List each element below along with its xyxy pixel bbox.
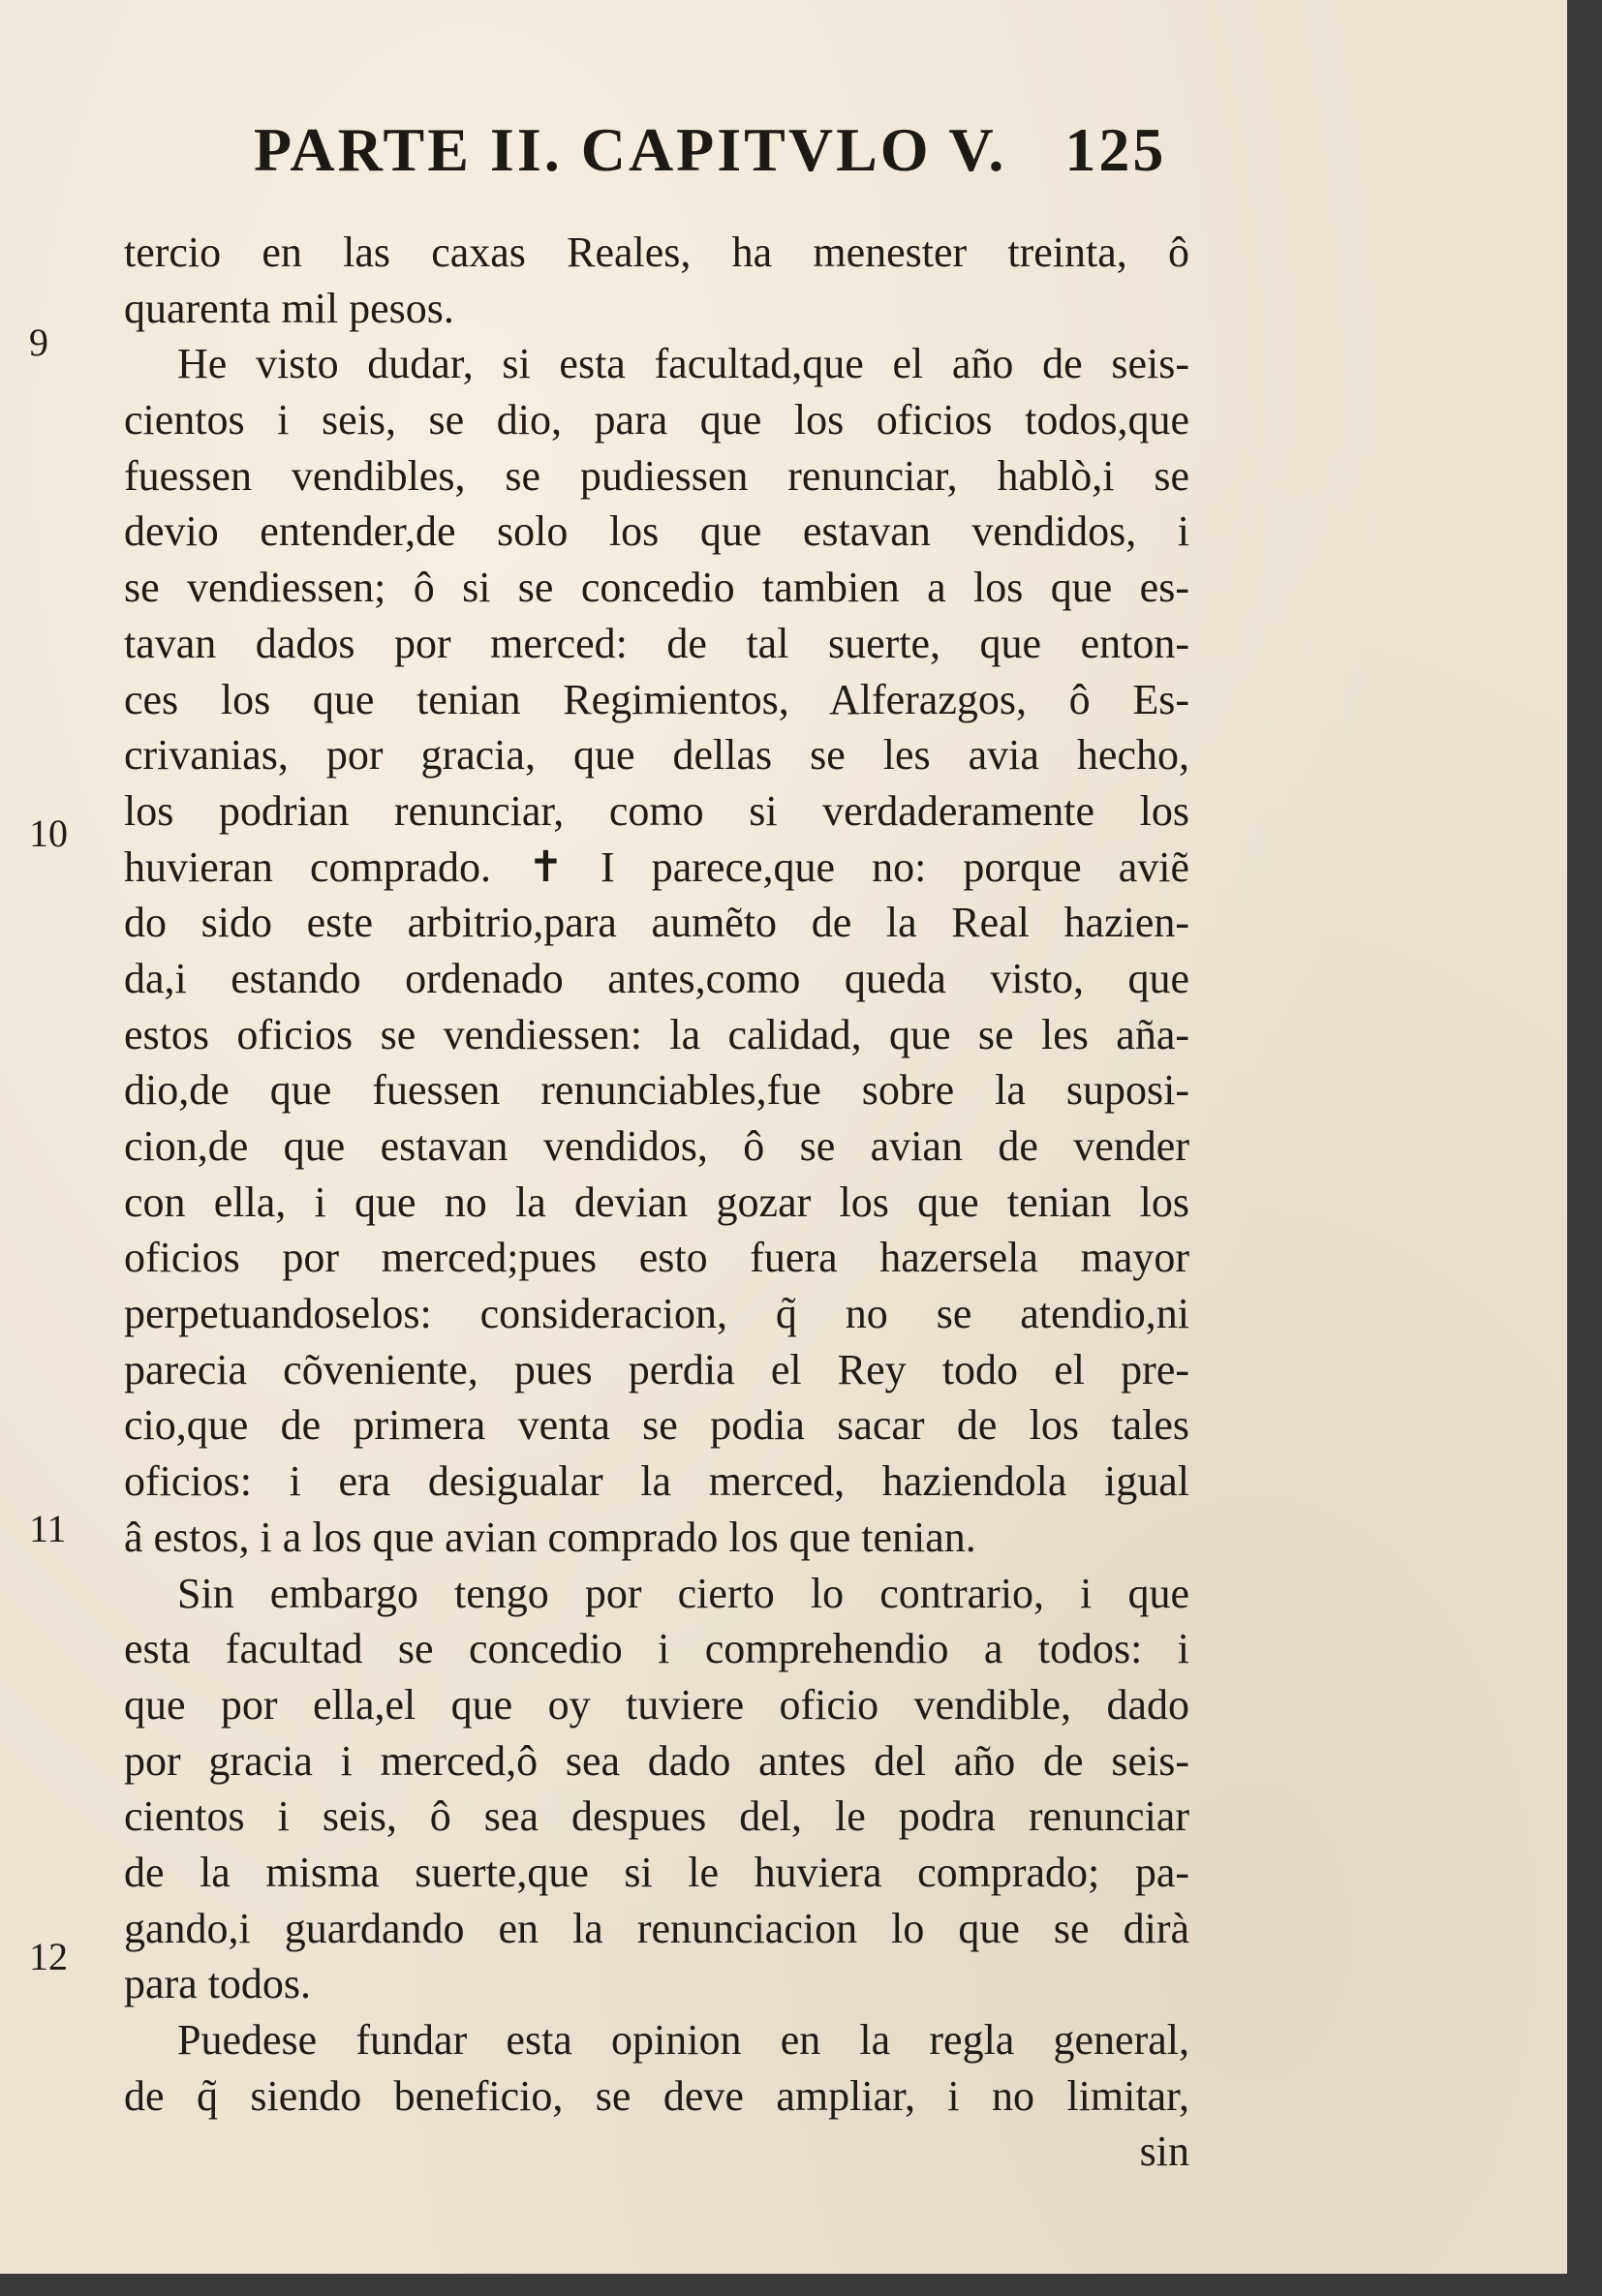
margin-number: 12 (29, 1935, 68, 1978)
text-line: oficios por merced;pues esto fuera hazersela mayor (124, 1234, 1189, 1282)
margin-number: 9 (29, 321, 48, 364)
text-line: esta facultad se concedio i comprehendio a todos: i (124, 1625, 1189, 1673)
text-line: fuessen vendibles, se pudiessen renunciar, hablò,i se (124, 451, 1189, 500)
text-line: parecia cõveniente, pues perdia el Rey todo el pre- (124, 1345, 1189, 1393)
text-line: estos oficios se vendiessen: la calidad, que se les aña- (124, 1010, 1189, 1058)
text-line: cio,que de primera venta se podia sacar de los tales (124, 1401, 1189, 1450)
text-line: perpetuandoselos: consideracion, q̃ no se atendio,ni (124, 1290, 1189, 1338)
text-line: de la misma suerte,que si le huviera comprado; pa- (124, 1848, 1189, 1896)
text-line: para todos. (124, 1960, 312, 2008)
margin-number: 11 (29, 1507, 67, 1550)
text-line: tavan dados por merced: de tal suerte, que enton- (124, 619, 1189, 667)
running-header (254, 114, 1166, 186)
text-line: quarenta mil pesos. (124, 284, 454, 332)
text-line: que por ella,el que oy tuviere oficio vendible, dado (124, 1680, 1189, 1729)
text-line: â estos, i a los que avian comprado los que tenian. (124, 1513, 976, 1561)
text-line: los podrian renunciar, como si verdaderamente los (124, 786, 1189, 835)
text-line: cion,de que estavan vendidos, ô se avian de vender (124, 1122, 1189, 1170)
text-line: Puedese fundar esta opinion en la regla general, (177, 2016, 1189, 2064)
text-line: gando,i guardando en la renunciacion lo que se dirà (124, 1904, 1189, 1952)
text-line: oficios: i era desigualar la merced, haziendola igual (124, 1457, 1189, 1506)
text-line: se vendiessen; ô si se concedio tambien a los que es- (124, 564, 1189, 612)
page-number: 125 (1064, 115, 1167, 184)
text-line: He visto dudar, si esta facultad,que el año de seis- (177, 340, 1189, 388)
text-line: de q̃ siendo beneficio, se deve ampliar, i no limitar, (124, 2071, 1189, 2120)
text-line: crivanias, por gracia, que dellas se les avia hecho, (124, 731, 1189, 780)
text-line: devio entender,de solo los que estavan vendidos, i (124, 507, 1189, 556)
margin-number: 10 (29, 811, 68, 855)
body-text (124, 225, 1189, 2180)
text-line: dio,de que fuessen renunciables,fue sobre la suposi- (124, 1066, 1189, 1115)
text-line: por gracia i merced,ô sea dado antes del año de seis- (124, 1736, 1189, 1785)
text-line: tercio en las caxas Reales, ha menester treinta, ô (124, 229, 1189, 276)
text-line: da,i estando ordenado antes,como queda visto, que (124, 954, 1189, 1002)
text-line: Sin embargo tengo por cierto lo contrario, i que (177, 1569, 1189, 1617)
text-line: con ella, i que no la devian gozar los que tenian los (124, 1178, 1189, 1226)
text-line: cientos i seis, se dio, para que los oficios todos,que (124, 396, 1189, 444)
header-title: PARTE II. CAPITVLO V. (254, 115, 1007, 184)
text-line: cientos i seis, ô sea despues del, le podra renunciar (124, 1792, 1189, 1841)
text-line: huvieran comprado. ✝ I parece,que no: porque aviẽ (124, 842, 1189, 891)
text-line: ces los que tenian Regimientos, Alferazgos, ô Es- (124, 675, 1189, 723)
text-line: do sido este arbitrio,para aumẽto de la Real hazien- (124, 899, 1189, 947)
catchword: sin (1139, 2128, 1189, 2176)
